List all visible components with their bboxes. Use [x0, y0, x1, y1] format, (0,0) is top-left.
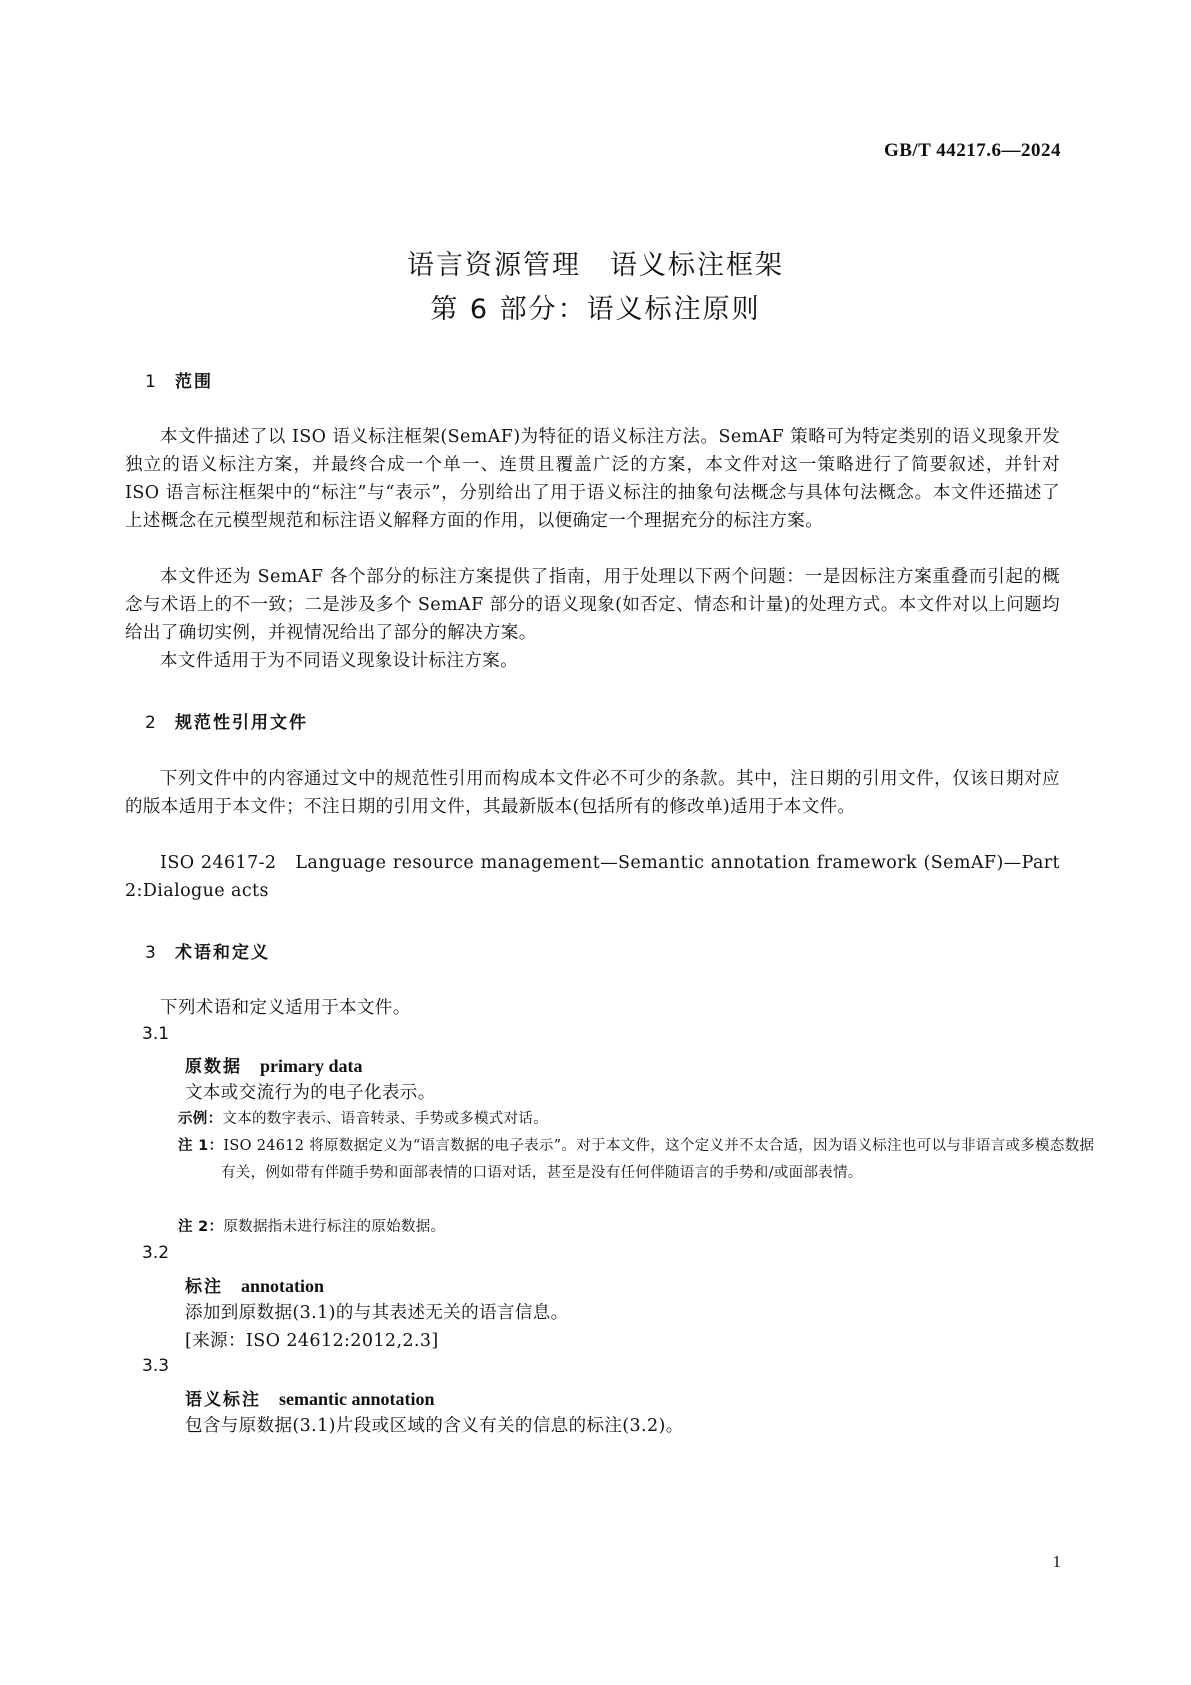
term-definition: 文本或交流行为的电子化表示。	[185, 1083, 436, 1103]
term-number: 3.2	[142, 1243, 170, 1263]
document-title-line1: 语言资源管理 语义标注框架	[407, 250, 784, 281]
term-zh: 原数据	[185, 1057, 242, 1077]
document-title-line2: 第 6 部分：语义标注原则	[430, 294, 761, 325]
section-2-heading	[145, 708, 308, 733]
section-1-heading	[145, 367, 213, 392]
term-example	[178, 1106, 1060, 1133]
term-zh: 语义标注	[185, 1390, 261, 1410]
normative-reference: ISO 24617-2 Language resource management—Semantic annotation framework (SemAF)—Part 2:Dialogue acts	[125, 853, 1060, 901]
example-label: 示例：	[178, 1111, 223, 1127]
term-entry	[185, 1385, 435, 1410]
section-1-paragraph-1: 本文件描述了以 ISO 语义标注框架(SemAF)为特征的语义标注方法。SemAF 策略可为特定类别的语义现象开发独立的语义标注方案，并最终合成一个单一、连贯且覆盖广泛的方案，本文件对这一策略进行了简要叙述，并针对 ISO 语言标注框架中的“标注”与“表示”，分别给出了用于语义标注的抽象句法概念与具体句法概念。本文件还描述了上述概念在元模型规范和标注语义解释方面的作用，以便确定一个理据充分的标注方案。	[125, 427, 1060, 531]
section-1-paragraph-2: 本文件还为 SemAF 各个部分的标注方案提供了指南，用于处理以下两个问题：一是因标注方案重叠而引起的概念与术语上的不一致；二是涉及多个 SemAF 部分的语义现象(如否定、情态和计量)的处理方式。本文件对以上问题均给出了确切实例，并视情况给出了部分的解决方案。	[125, 567, 1060, 643]
section-number: 3	[145, 943, 158, 963]
section-1-paragraph-3: 本文件适用于为不同语义现象设计标注方案。	[160, 651, 518, 671]
term-definition: 添加到原数据(3.1)的与其表述无关的语言信息。	[185, 1303, 569, 1323]
section-title: 术语和定义	[175, 943, 270, 963]
term-en: semantic annotation	[279, 1389, 435, 1409]
section-number: 1	[145, 372, 158, 392]
standard-number: GB/T 44217.6—2024	[883, 140, 1061, 161]
term-entry	[185, 1272, 324, 1297]
note-label: 注 2：	[178, 1219, 224, 1235]
term-zh: 标注	[185, 1277, 223, 1297]
term-en: primary data	[260, 1056, 363, 1076]
term-note-2	[178, 1214, 1060, 1241]
section-title: 范围	[175, 372, 213, 392]
section-3-intro: 下列术语和定义适用于本文件。	[160, 998, 411, 1018]
section-number: 2	[145, 713, 158, 733]
note-label: 注 1：	[178, 1138, 224, 1154]
section-2-paragraph: 下列文件中的内容通过文中的规范性引用而构成本文件必不可少的条款。其中，注日期的引用文件，仅该日期对应的版本适用于本文件；不注日期的引用文件，其最新版本(包括所有的修改单)适用于本文件。	[125, 769, 1060, 817]
example-text: 文本的数字表示、语音转录、手势或多模式对话。	[222, 1111, 549, 1127]
term-source: [来源：ISO 24612:2012,2.3]	[185, 1331, 439, 1351]
term-number: 3.1	[142, 1024, 170, 1044]
note-text: 原数据指未进行标注的原始数据。	[223, 1219, 446, 1235]
term-definition: 包含与原数据(3.1)片段或区域的含义有关的信息的标注(3.2)。	[185, 1416, 684, 1436]
term-entry	[185, 1052, 363, 1077]
section-3-heading	[145, 938, 270, 963]
note-text: ISO 24612 将原数据定义为“语言数据的电子表示”。对于本文件，这个定义并不太合适，因为语义标注也可以与非语言或多模态数据有关，例如带有伴随手势和面部表情的口语对话，甚至是没有任何伴随语言的手势和/或面部表情。	[221, 1138, 1095, 1181]
term-note-1	[178, 1133, 1103, 1187]
page-number: 1	[1052, 1552, 1061, 1571]
section-title: 规范性引用文件	[175, 713, 308, 733]
term-en: annotation	[241, 1276, 325, 1296]
term-number: 3.3	[142, 1356, 170, 1376]
